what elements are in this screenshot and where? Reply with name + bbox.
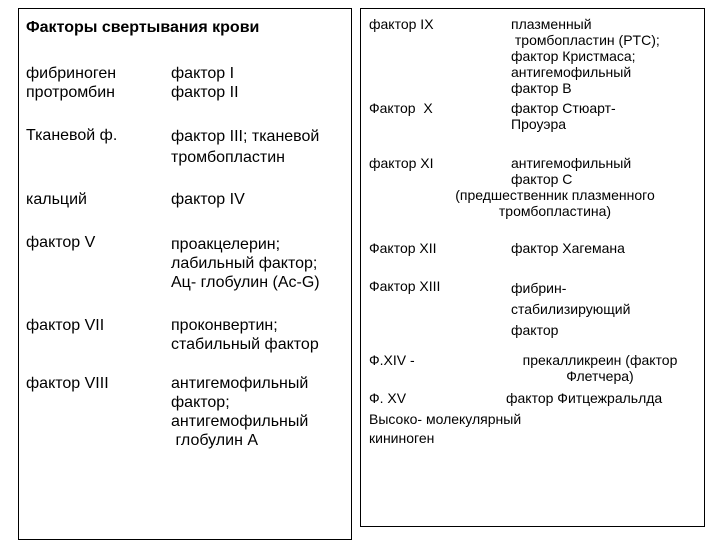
factor-desc-v: проакцелерин; лабильный фактор; Ац- глобулин (Ac-G) xyxy=(171,236,320,291)
factor-name-xv: Ф. XV xyxy=(369,390,407,406)
left-table-title: Факторы свертывания крови xyxy=(26,19,260,36)
factor-desc-xiii: фибрин- стабилизирующий фактор xyxy=(511,280,631,338)
factor-name-tissue: Тканевой ф. xyxy=(26,127,118,144)
factor-name-xi: фактор XI xyxy=(369,155,434,171)
factor-desc-xv: фактор Фитцежральлда xyxy=(506,390,663,406)
factor-name-xiii: Фактор XIII xyxy=(369,278,441,294)
factor-desc-xi-note: (предшественник плазменного тромбопластина) xyxy=(455,187,655,219)
factor-desc-xii: фактор Хагемана xyxy=(511,240,625,256)
factor-desc-xi: антигемофильный фактор С xyxy=(511,155,632,187)
factor-desc-vii: проконвертин; стабильный фактор xyxy=(171,317,319,353)
factor-name-calcium: кальций xyxy=(26,191,87,208)
factor-name-hmwk: Высоко- молекулярный кининоген xyxy=(369,411,522,446)
factor-desc-x: фактор Стюарт- Проуэра xyxy=(511,100,616,132)
factor-desc-iv: фактор IV xyxy=(171,191,245,208)
factor-desc-ix: плазменный тромбопластин (PTC); фактор Кристмаса; антигемофильный фактор В xyxy=(511,16,660,96)
factor-desc-i-ii: фактор I фактор II xyxy=(171,65,239,101)
factor-name-viii: фактор VIII xyxy=(26,375,109,392)
factor-name-x: Фактор X xyxy=(369,100,433,116)
factor-desc-viii: антигемофильный фактор; антигемофильный глобулин А xyxy=(171,375,309,449)
factor-name-fibrinogen-prothrombin: фибриноген протромбин xyxy=(26,65,117,101)
factor-desc-xiv: прекалликреин (фактор Флетчера) xyxy=(522,352,678,384)
factor-name-v: фактор V xyxy=(26,234,96,251)
factor-desc-iii: фактор III; тканевой тромбопластин xyxy=(171,128,320,166)
factor-name-xiv: Ф.XIV - xyxy=(369,352,415,368)
factor-name-ix: фактор IX xyxy=(369,16,434,32)
factor-name-vii: фактор VII xyxy=(26,317,105,334)
factor-name-xii: Фактор XII xyxy=(369,240,437,256)
